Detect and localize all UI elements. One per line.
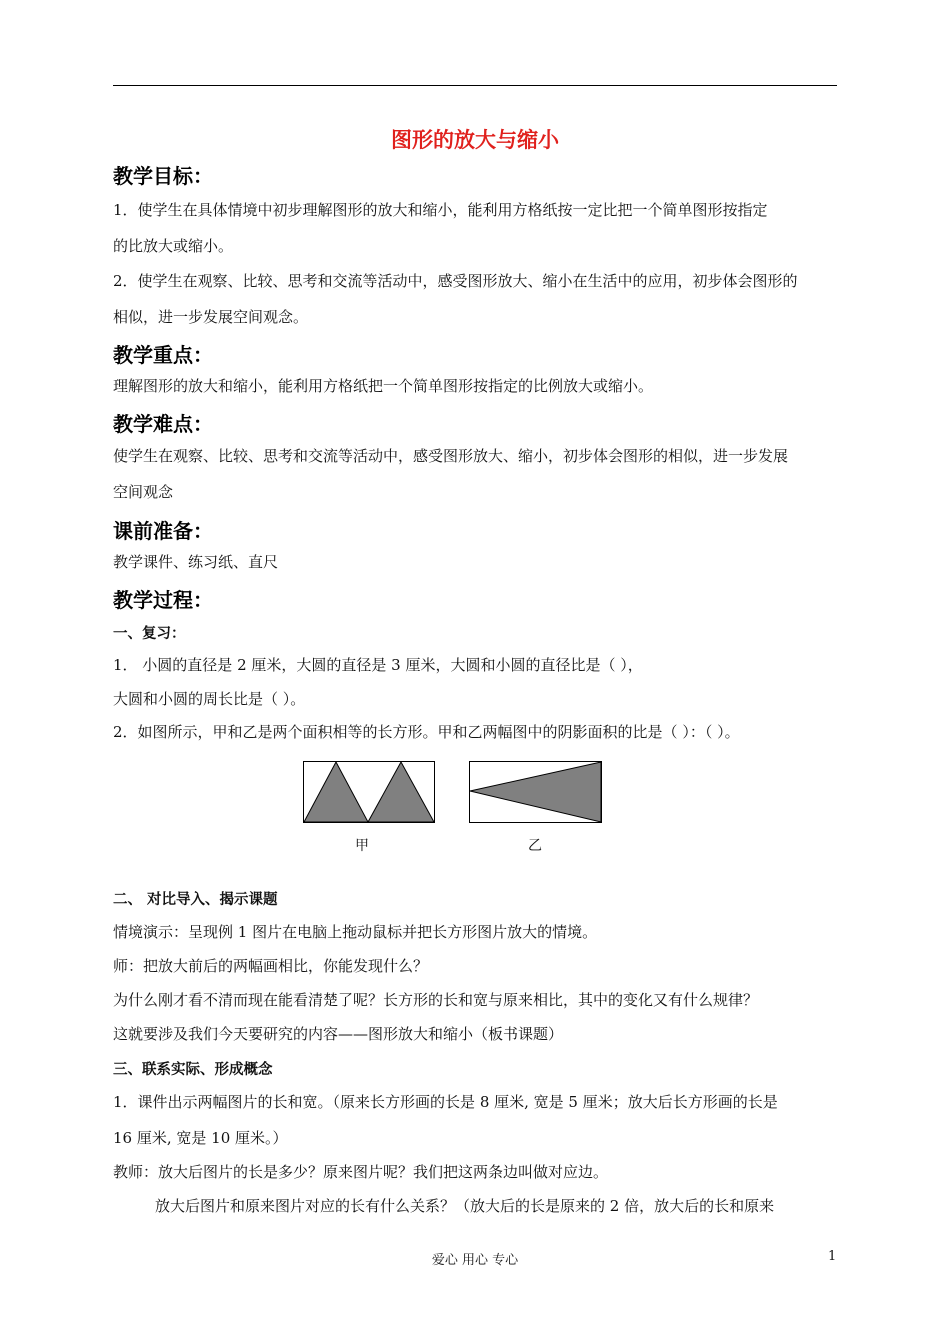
goal-1-line-1: 1．使学生在具体情境中初步理解图形的放大和缩小，能利用方格纸按一定比把一个简单图形按指定 — [113, 201, 768, 219]
process-heading: 教学过程： — [113, 588, 213, 612]
difficulties-line-1: 使学生在观察、比较、思考和交流等活动中，感受图形放大、缩小，初步体会图形的相似，进一步发展 — [113, 447, 789, 465]
review-heading: 一、复习： — [113, 626, 186, 642]
intro-line-4: 这就要涉及我们今天要研究的内容——图形放大和缩小（板书课题） — [113, 1025, 564, 1043]
concept-line-1: 1．课件出示两幅图片的长和宽。（原来长方形画的长是 8 厘米, 宽是 5 厘米；放大后长方形画的长是 — [113, 1093, 778, 1111]
header-rule — [113, 85, 837, 86]
goal-2-line-1: 2．使学生在观察、比较、思考和交流等活动中，感受图形放大、缩小在生活中的应用，初步体会图形的 — [113, 272, 798, 290]
difficulties-heading: 教学难点： — [113, 412, 213, 436]
footer-motto: 爱心 用心 专心 — [431, 1253, 519, 1268]
concept-line-4: 放大后图片和原来图片对应的长有什么关系？（放大后的长是原来的 2 倍，放大后的长和原来 — [155, 1197, 775, 1215]
goal-1-line-2: 的比放大或缩小。 — [113, 237, 234, 255]
concept-line-3: 教师：放大后图片的长是多少？原来图片呢？我们把这两条边叫做对应边。 — [113, 1163, 609, 1181]
figure-yi — [469, 761, 602, 823]
difficulties-line-2: 空间观念 — [113, 483, 174, 501]
intro-heading: 二、 对比导入、揭示课题 — [113, 892, 278, 908]
intro-line-2: 师：把放大前后的两幅画相比，你能发现什么？ — [113, 957, 429, 975]
goals-heading: 教学目标： — [113, 164, 213, 188]
page-title: 图形的放大与缩小 — [391, 128, 559, 152]
intro-line-1: 情境演示：呈现例 1 图片在电脑上拖动鼠标并把长方形图片放大的情境。 — [113, 923, 598, 941]
goal-2-line-2: 相似，进一步发展空间观念。 — [113, 308, 309, 326]
figure-jia-label: 甲 — [355, 838, 369, 854]
figure-yi-label: 乙 — [528, 838, 542, 854]
review-question-1-line-1: 1． 小圆的直径是 2 厘米，大圆的直径是 3 厘米，大圆和小圆的直径比是（ ）， — [113, 656, 643, 674]
intro-line-3: 为什么刚才看不清而现在能看清楚了呢？长方形的长和宽与原来相比，其中的变化又有什么规律？ — [113, 991, 759, 1009]
page-number: 1 — [828, 1249, 837, 1264]
concept-line-2: 16 厘米, 宽是 10 厘米。） — [113, 1129, 288, 1147]
preparation-text: 教学课件、练习纸、直尺 — [113, 553, 279, 571]
review-question-2: 2．如图所示，甲和乙是两个面积相等的长方形。甲和乙两幅图中的阴影面积的比是（ ）：（ ）。 — [113, 723, 740, 741]
concept-heading: 三、联系实际、形成概念 — [113, 1062, 273, 1078]
key-points-heading: 教学重点： — [113, 343, 213, 367]
preparation-heading: 课前准备： — [113, 519, 213, 543]
key-points-text: 理解图形的放大和缩小，能利用方格纸把一个简单图形按指定的比例放大或缩小。 — [113, 377, 654, 395]
review-question-1-line-2: 大圆和小圆的周长比是（ ）。 — [113, 690, 306, 708]
figure-jia — [303, 761, 435, 823]
